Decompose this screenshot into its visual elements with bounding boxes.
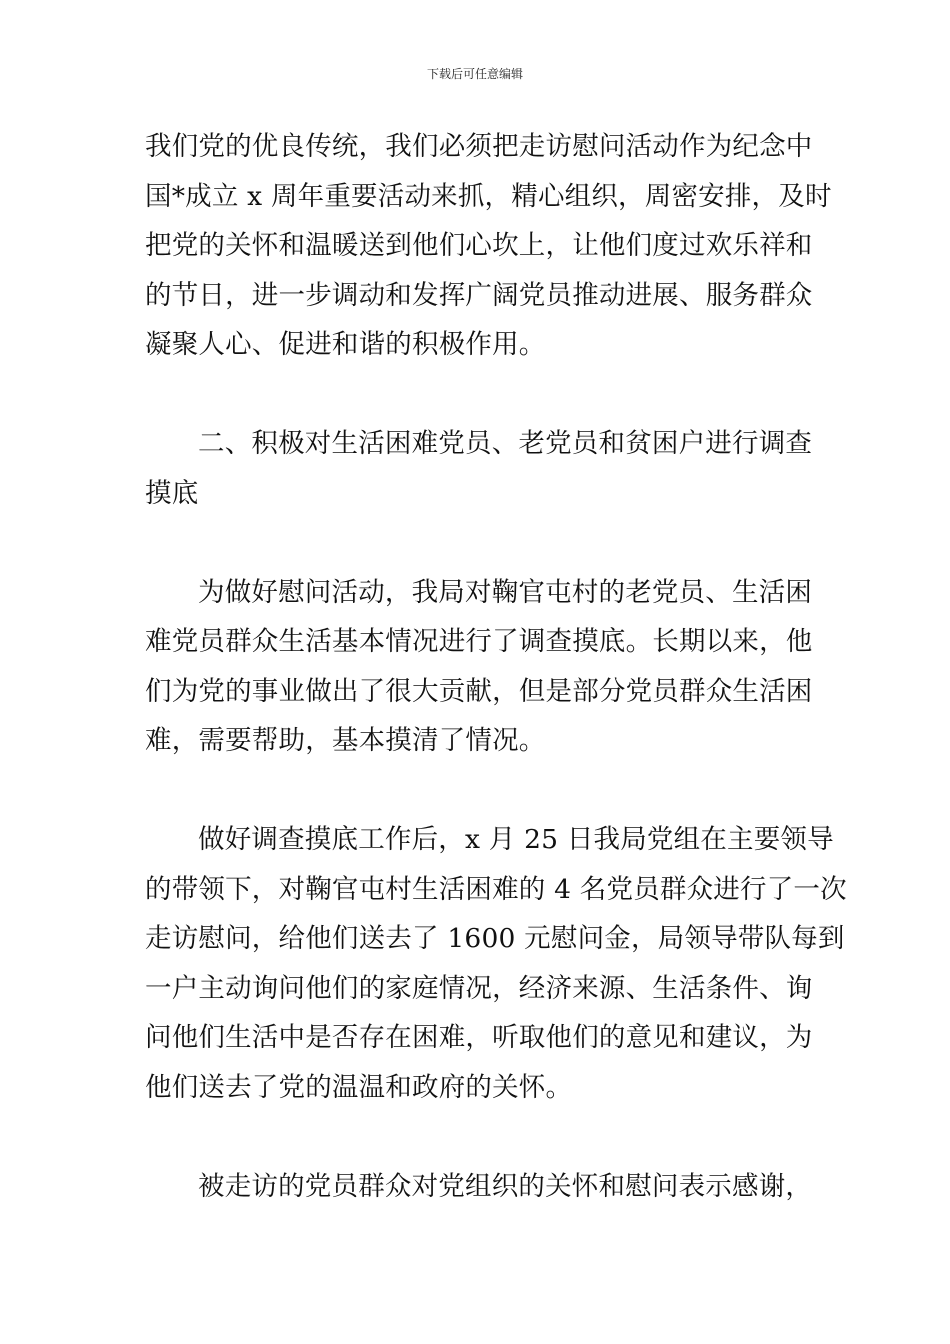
text-line: 走访慰问，给他们送去了 1600 元慰问金，局领导带队每到 (145, 923, 845, 954)
text-line: 被走访的党员群众对党组织的关怀和慰问表示感谢， (198, 1170, 813, 1202)
heading-line: 二、积极对生活困难党员、老党员和贫困户进行调查 (198, 428, 813, 459)
paragraph-spacer (145, 370, 815, 420)
text-line: 为做好慰问活动，我局对鞠官屯村的老党员、生活困 (198, 576, 813, 608)
heading-line: 摸底 (145, 477, 199, 509)
paragraph-spacer (145, 1112, 815, 1162)
text-line: 把党的关怀和温暖送到他们心坎上，让他们度过欢乐祥和 (145, 230, 813, 261)
paragraph-spacer (145, 766, 815, 816)
paragraph-3 (145, 568, 815, 766)
text-line: 的节日，进一步调动和发挥广阔党员推动进展、服务群众 (145, 279, 813, 311)
text-line: 一户主动询问他们的家庭情况，经济来源、生活条件、询 (145, 972, 813, 1004)
paragraph-spacer (145, 518, 815, 568)
text-line: 的带领下，对鞠官屯村生活困难的 4 名党员群众进行了一次 (145, 873, 847, 905)
section-heading (145, 419, 815, 518)
paragraph-5 (145, 1162, 815, 1212)
text-line: 凝聚人心、促进和谐的积极作用。 (145, 329, 546, 360)
text-line: 国*成立 x 周年重要活动来抓，精心组织，周密安排，及时 (145, 180, 832, 212)
text-line: 做好调查摸底工作后，x 月 25 日我局党组在主要领导 (198, 824, 834, 855)
text-line: 他们送去了党的温温和政府的关怀。 (145, 1071, 573, 1103)
text-line: 难，需要帮助，基本摸清了情况。 (145, 725, 546, 756)
paragraph-1 (145, 122, 832, 370)
text-line: 问他们生活中是否存在困难，听取他们的意见和建议，为 (145, 1022, 813, 1053)
text-line: 们为党的事业做出了很大贡献，但是部分党员群众生活困 (145, 675, 813, 707)
paragraph-4 (145, 815, 847, 1112)
page-header: 下载后可任意编辑 (426, 67, 523, 81)
text-line: 我们党的优良传统，我们必须把走访慰问活动作为纪念中 (145, 131, 813, 162)
text-line: 难党员群众生活基本情况进行了调查摸底。长期以来，他 (145, 626, 813, 657)
document-body (145, 122, 847, 1211)
